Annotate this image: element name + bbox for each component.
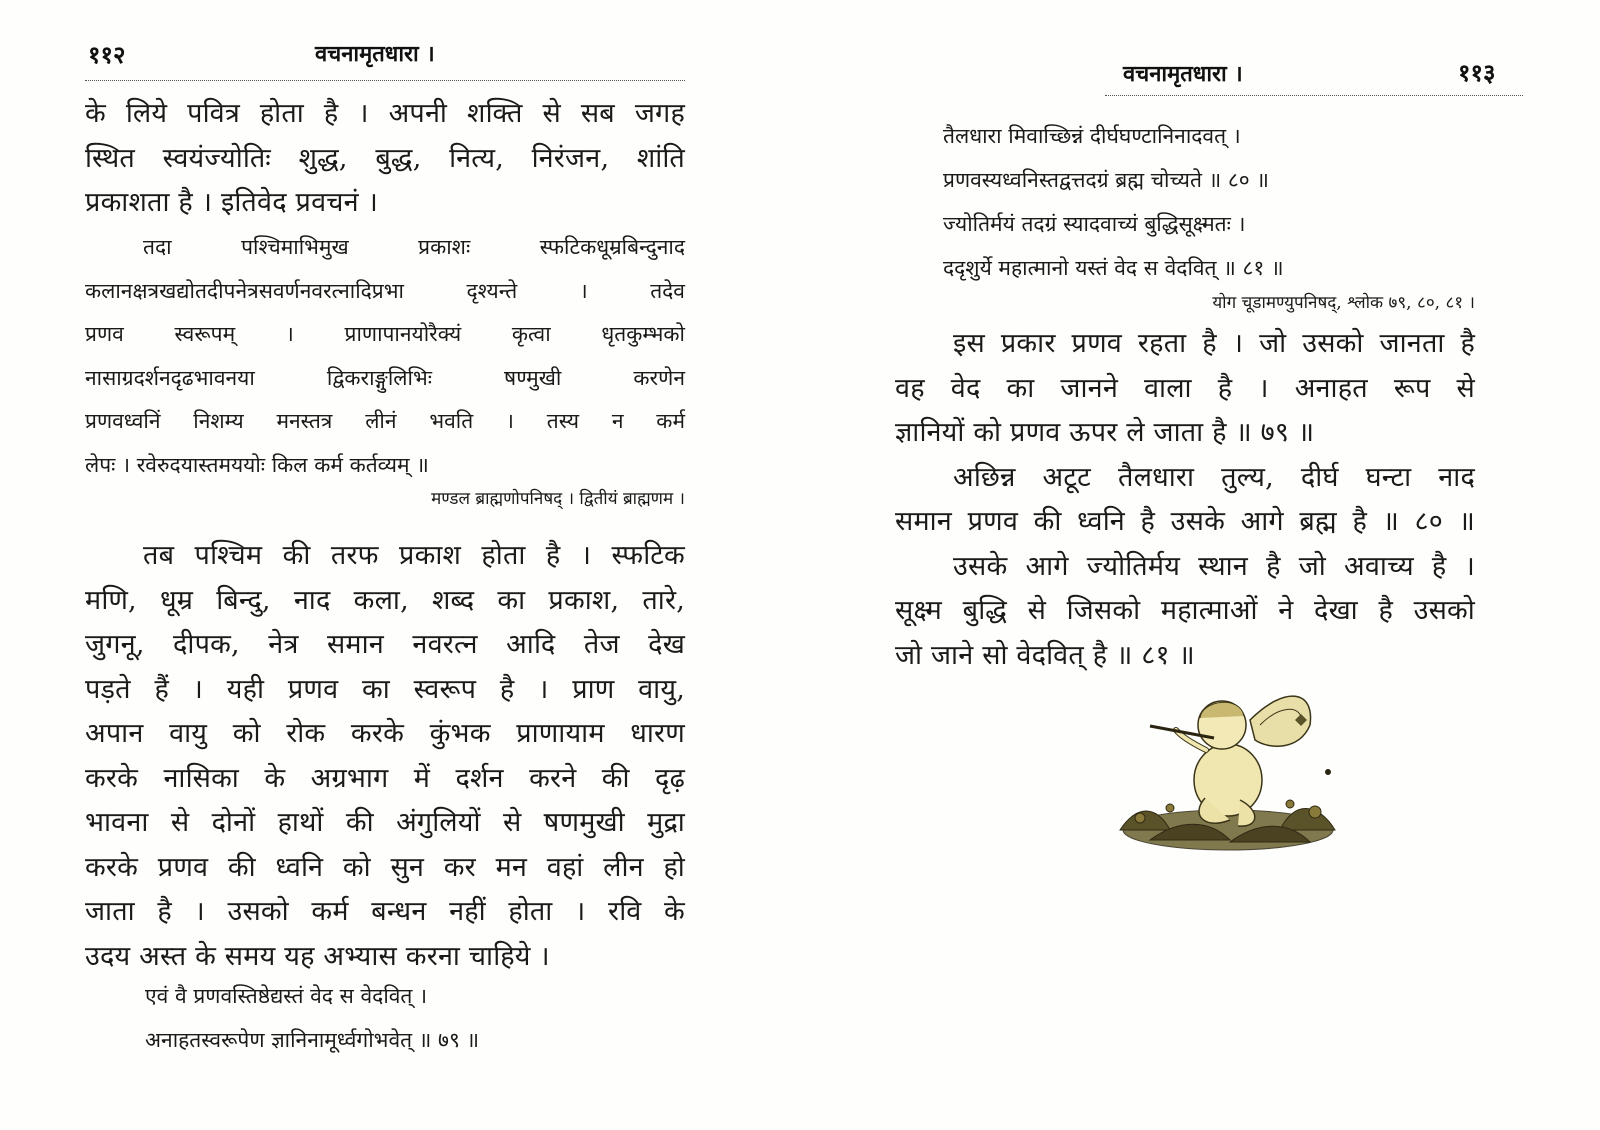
left-paragraph-2 <box>85 534 685 979</box>
sanskrit-line: तदा पश्चिमाभिमुख प्रकाशः स्फटिकधूम्रबिन्दुनाद <box>143 235 685 259</box>
right-paragraph <box>895 322 1475 678</box>
verse-line: ददृशुर्ये महात्मानो यस्तं वेद स वेदवित् ॥ ८१ ॥ <box>943 256 1284 280</box>
text-line: वह वेद का जानने वाला है । अनाहत रूप से <box>895 372 1475 404</box>
text-line: समान प्रणव की ध्वनि है उसके आगे ब्रह्म है ॥ ८० ॥ <box>895 506 1475 537</box>
text-line: अछिन्न अटूट तैलधारा तुल्य, दीर्घ घन्टा नाद <box>953 461 1475 493</box>
text-line: मणि, धूम्र बिन्दु, नाद कला, शब्द का प्रकाश, तारे, <box>85 584 685 616</box>
right-running-title: वचनामृतधारा । <box>1123 61 1243 87</box>
text-line: करके नासिका के अग्रभाग में दर्शन करने की दृढ़ <box>85 762 685 794</box>
verse-line: अनाहतस्वरूपेण ज्ञानिनामूर्ध्वगोभवेत् ॥ ७९ ॥ <box>145 1028 480 1052</box>
text-line: इस प्रकार प्रणव रहता है । जो उसको जानता है <box>953 328 1475 359</box>
verse-line: एवं वै प्रणवस्तिष्ठेद्यस्तं वेद स वेदवित् । <box>145 984 428 1008</box>
text-line: अपान वायु को रोक करके कुंभक प्राणायाम धारण <box>85 718 685 749</box>
text-line: प्रकाशता है । इतिवेद प्रवचनं । <box>85 187 379 218</box>
right-verses <box>943 114 1463 290</box>
text-line: जुगनू, दीपक, नेत्र समान नवरत्न आदि तेज देख <box>85 629 685 660</box>
verse-line: प्रणवस्यध्वनिस्तद्वत्तदग्रं ब्रह्म चोच्यते ॥ ८० ॥ <box>943 168 1269 192</box>
text-line: जाता है । उसको कर्म बन्धन नहीं होता । रवि के <box>85 896 685 927</box>
text-line: स्थित स्वयंज्योतिः शुद्ध, बुद्ध, नित्य, निरंजन, शांति <box>85 142 685 174</box>
text-line: के लिये पवित्र होता है । अपनी शक्ति से सब जगह <box>85 98 685 129</box>
left-page-number: ११२ <box>88 40 126 69</box>
text-line: उसके आगे ज्योतिर्मय स्थान है जो अवाच्य है । <box>953 550 1475 582</box>
right-source-citation: योग चूडामण्युपनिषद्, श्लोक ७९, ८०, ८१ । <box>1212 293 1475 313</box>
verse-line: ज्योतिर्मयं तदग्रं स्यादवाच्यं बुद्धिसूक्ष्मतः । <box>943 212 1246 236</box>
left-running-title: वचनामृतधारा । <box>315 41 435 67</box>
sanskrit-line: प्रणवध्वनिं निशम्य मनस्तत्र लीनं भवति । तस्य न कर्म <box>85 409 685 433</box>
right-page-number: ११३ <box>1458 58 1496 87</box>
cherub-vignette-illustration <box>1110 680 1345 855</box>
left-sanskrit-passage <box>85 226 685 487</box>
text-line: पड़ते हैं । यही प्रणव का स्वरूप है । प्राण वायु, <box>85 673 685 705</box>
text-line: तब पश्चिम की तरफ प्रकाश होता है । स्फटिक <box>143 540 685 571</box>
text-line: जो जाने सो वेदवित् है ॥ ८१ ॥ <box>895 639 1195 671</box>
text-line: ज्ञानियों को प्रणव ऊपर ले जाता है ॥ ७९ ॥ <box>895 417 1315 448</box>
right-header-rule <box>1105 95 1523 96</box>
text-line: भावना से दोनों हाथों की अंगुलियों से षणमुखी मुद्रा <box>85 807 685 838</box>
sanskrit-line: नासाग्रदर्शनदृढभावनया द्विकराङ्गुलिभिः षण्मुखी करणेन <box>85 365 685 390</box>
sanskrit-line: लेपः । रवेरुदयास्तमययोः किल कर्म कर्तव्यम् ॥ <box>85 452 429 477</box>
sanskrit-line: प्रणव स्वरूपम् । प्राणापानयोरैक्यं कृत्वा धृतकुम्भको <box>85 322 685 346</box>
left-header-rule <box>85 80 685 81</box>
left-verse-79 <box>145 974 665 1062</box>
text-line: सूक्ष्म बुद्धि से जिसको महात्माओं ने देखा है उसको <box>895 595 1475 626</box>
left-paragraph-1 <box>85 92 685 226</box>
sanskrit-line: कलानक्षत्रखद्योतदीपनेत्रसवर्णनवरत्नादिप्रभा दृश्यन्ते । तदेव <box>85 278 685 303</box>
verse-line: तैलधारा मिवाच्छिन्नं दीर्घघण्टानिनादवत् । <box>943 124 1241 148</box>
left-source-citation: मण्डल ब्राह्मणोपनिषद् । द्वितीयं ब्राह्मणम । <box>431 489 685 509</box>
text-line: उदय अस्त के समय यह अभ्यास करना चाहिये । <box>85 940 550 972</box>
text-line: करके प्रणव की ध्वनि को सुन कर मन वहां लीन हो <box>85 851 685 883</box>
